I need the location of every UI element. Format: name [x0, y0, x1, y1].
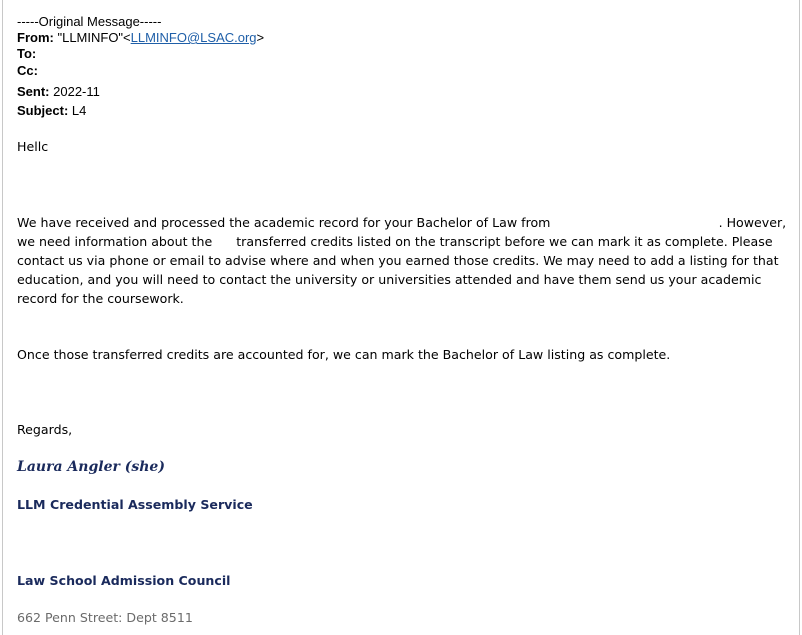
from-close: > [256, 30, 265, 45]
sent-value: 2022-11 [53, 84, 100, 99]
cc-line [17, 63, 38, 78]
from-email-link[interactable]: LLMINFO@LSAC.org [130, 30, 257, 45]
greeting: Hellc [17, 139, 49, 154]
to-label: To: [17, 46, 37, 61]
message-frame [2, 0, 800, 635]
body-paragraph-2: Once those transferred credits are accounted for, we can mark the Bachelor of Law listing as complete. [17, 347, 671, 362]
signature-name: Laura Angler (she) [17, 459, 165, 475]
original-message-separator: -----Original Message----- [17, 14, 162, 29]
closing: Regards, [17, 422, 73, 437]
cc-label: Cc: [17, 63, 38, 78]
sent-line [17, 84, 100, 99]
signature-department: LLM Credential Assembly Service [17, 497, 253, 512]
from-label: From: [17, 30, 54, 45]
body-paragraph-1: We have received and processed the academic record for your Bachelor of Law from . However, we need information about the transferred credits listed on the transcript before we can mark it as complete. Please contact us via phone or email to advise where and when you earned those credits. We may need to add a listing for that education, and you will need to contact the university or universities attended and have them send us your academic record for the coursework. [17, 215, 791, 306]
subject-line [17, 103, 86, 118]
to-line [17, 46, 36, 61]
subject-value: L4 [71, 103, 87, 118]
signature-organization: Law School Admission Council [17, 573, 231, 588]
signature-address: 662 Penn Street: Dept 8511 [17, 610, 193, 625]
from-name: "LLMINFO"< [57, 30, 131, 45]
sent-label: Sent: [17, 84, 50, 99]
from-line [17, 30, 264, 45]
subject-label: Subject: [17, 103, 69, 118]
